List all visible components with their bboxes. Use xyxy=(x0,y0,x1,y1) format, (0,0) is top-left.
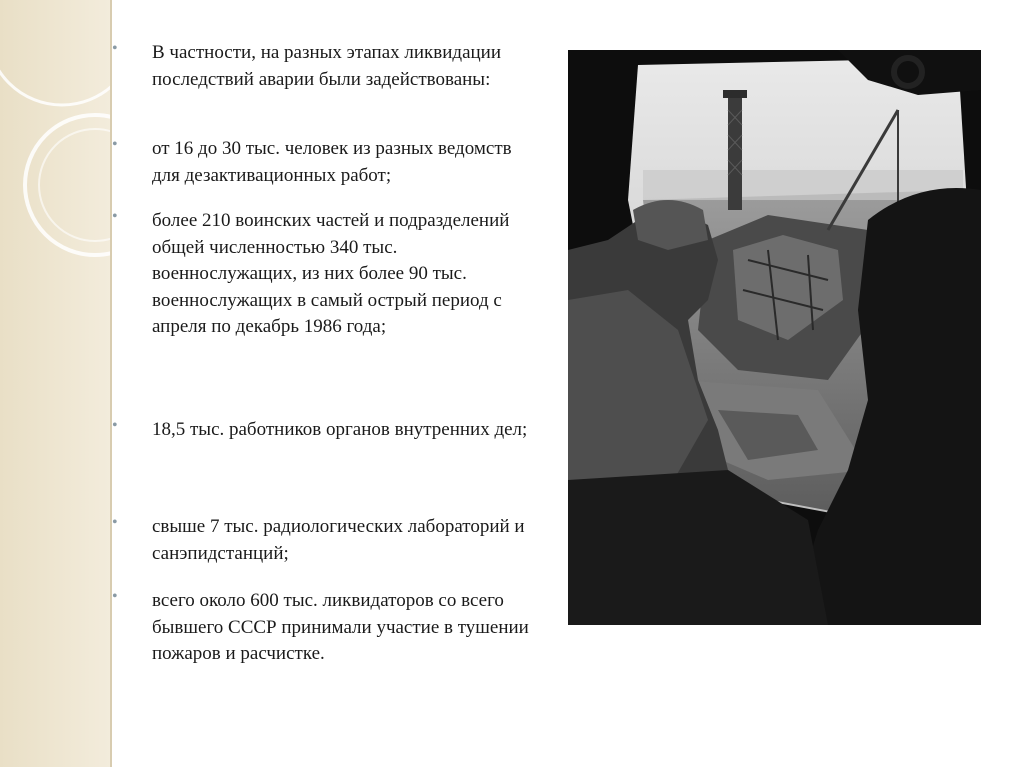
photo-illustration xyxy=(568,50,981,625)
bullet-text: более 210 воинских частей и подразделений общей численностью 340 тыс. военнослужащих, из них более 90 тыс. военнослужащих в самый острый период с апреля по декабрь 1986 года; xyxy=(152,210,510,337)
bullet-text: от 16 до 30 тыс. человек из разных ведомств для дезактивационных работ; xyxy=(152,138,512,186)
bullet-icon: • xyxy=(112,136,118,153)
bullet-text: В частности, на разных этапах ликвидации последствий аварии были задействованы: xyxy=(152,42,502,90)
bullet-icon: • xyxy=(112,588,118,605)
bullet-icon: • xyxy=(112,417,118,434)
bullet-icon: • xyxy=(112,208,118,225)
bullet-text: всего около 600 тыс. ликвидаторов со всего бывшего СССР принимали участие в тушении пожаров и расчистке. xyxy=(152,590,529,664)
strip-divider xyxy=(110,0,112,767)
bullet-icon: • xyxy=(112,514,118,531)
historical-photo xyxy=(568,50,981,625)
bullet-text: 18,5 тыс. работников органов внутренних дел; xyxy=(152,419,528,440)
decorative-rings xyxy=(0,0,112,767)
bullet-icon: • xyxy=(112,40,118,57)
bullet-text: свыше 7 тыс. радиологических лабораторий и санэпидстанций; xyxy=(152,516,525,564)
